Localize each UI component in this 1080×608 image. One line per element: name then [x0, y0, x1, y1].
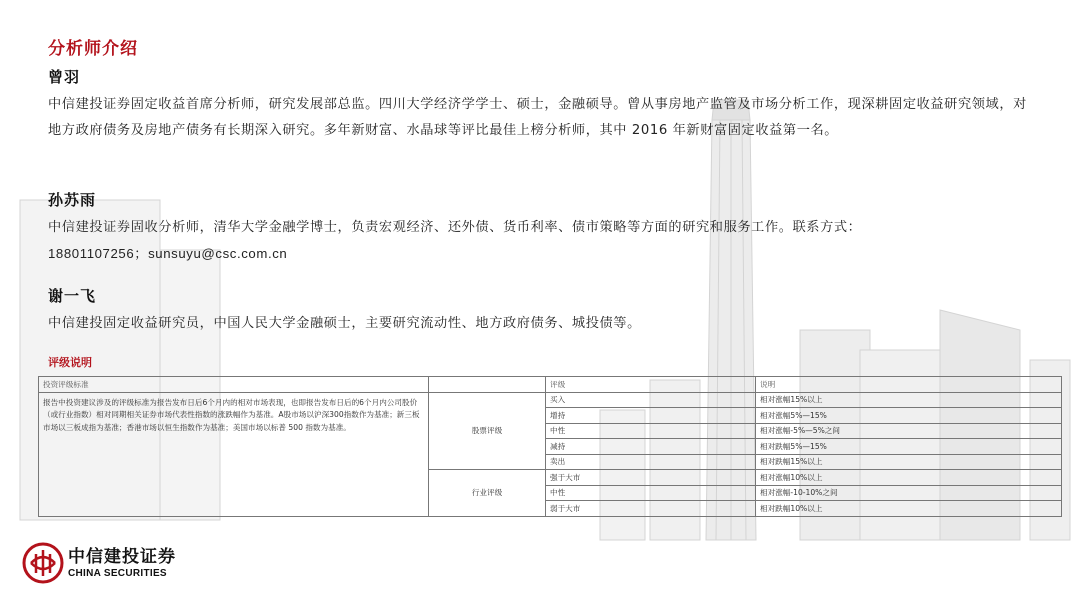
- rating-explain: 相对涨幅5%—15%: [756, 408, 1062, 424]
- rating-standard-text: 报告中投资建议涉及的评级标准为报告发布日后6个月内的相对市场表现，也即报告发布日后的6个月内公司股价（或行业指数）相对同期相关证券市场代表性指数的涨跌幅作为基准。A股市场以沪深300指数作为基准；新三板市场以三板成指为基准；香港市场以恒生指数作为基准；美国市场以标普 500 指数为基准。: [39, 392, 429, 516]
- page-title: 分析师介绍: [48, 39, 138, 59]
- rating-level: 中性: [546, 485, 756, 501]
- rating-explain: 相对涨幅15%以上: [756, 392, 1062, 408]
- header-explain: 说明: [756, 377, 1062, 393]
- analyst-contact: 18801107256；sunsuyu@csc.com.cn: [48, 245, 288, 261]
- table-row: [39, 392, 1062, 408]
- header-empty: [429, 377, 546, 393]
- table-header-row: [39, 377, 1062, 393]
- rating-table: [38, 376, 1062, 517]
- analyst-bio-3: 中信建投固定收益研究员，中国人民大学金融硕士，主要研究流动性、地方政府债务、城投债等。: [48, 316, 641, 331]
- rating-explain: 相对跌幅15%以上: [756, 454, 1062, 470]
- analyst-name-1: 曾羽: [48, 68, 81, 86]
- analyst-bio-2-line1: 中信建投证券固收分析师，清华大学金融学博士，负责宏观经济、还外债、货币利率、债市策略等方面的研究和服务工作。联系方式：: [48, 220, 862, 235]
- china-securities-logo-icon: [22, 542, 64, 584]
- rating-explain: 相对跌幅5%—15%: [756, 439, 1062, 455]
- logo-text: [68, 547, 176, 580]
- company-logo: [22, 542, 176, 584]
- rating-explain: 相对涨幅10%以上: [756, 470, 1062, 486]
- analyst-name-2: 孙苏雨: [48, 191, 97, 209]
- analyst-bio-1: 中信建投证券固定收益首席分析师，研究发展部总监。四川大学经济学学士、硕士，金融硕导。曾从事房地产监管及市场分析工作，现深耕固定收益研究领域，对地方政府债务及房地产债务有长期深入研究。多年新财富、水晶球等评比最佳上榜分析师，其中 2016 年新财富固定收益第一名。: [48, 97, 1027, 138]
- stock-rating-category: 股票评级: [429, 392, 546, 470]
- industry-rating-category: 行业评级: [429, 470, 546, 517]
- logo-english-name: CHINA SECURITIES: [68, 567, 167, 579]
- analyst-bio-2: [48, 215, 1028, 266]
- analyst-name-3: 谢一飞: [48, 287, 97, 305]
- rating-section-title: 评级说明: [48, 356, 92, 369]
- header-standard: 投资评级标准: [39, 377, 429, 393]
- rating-level: 卖出: [546, 454, 756, 470]
- rating-level: 弱于大市: [546, 501, 756, 517]
- rating-explain: 相对涨幅-10-10%之间: [756, 485, 1062, 501]
- rating-explain: 相对涨幅-5%—5%之间: [756, 423, 1062, 439]
- rating-level: 强于大市: [546, 470, 756, 486]
- rating-level: 减持: [546, 439, 756, 455]
- rating-level: 增持: [546, 408, 756, 424]
- rating-level: 买入: [546, 392, 756, 408]
- rating-explain: 相对跌幅10%以上: [756, 501, 1062, 517]
- logo-chinese-name: 中信建投证券: [68, 546, 176, 567]
- rating-level: 中性: [546, 423, 756, 439]
- header-level: 评级: [546, 377, 756, 393]
